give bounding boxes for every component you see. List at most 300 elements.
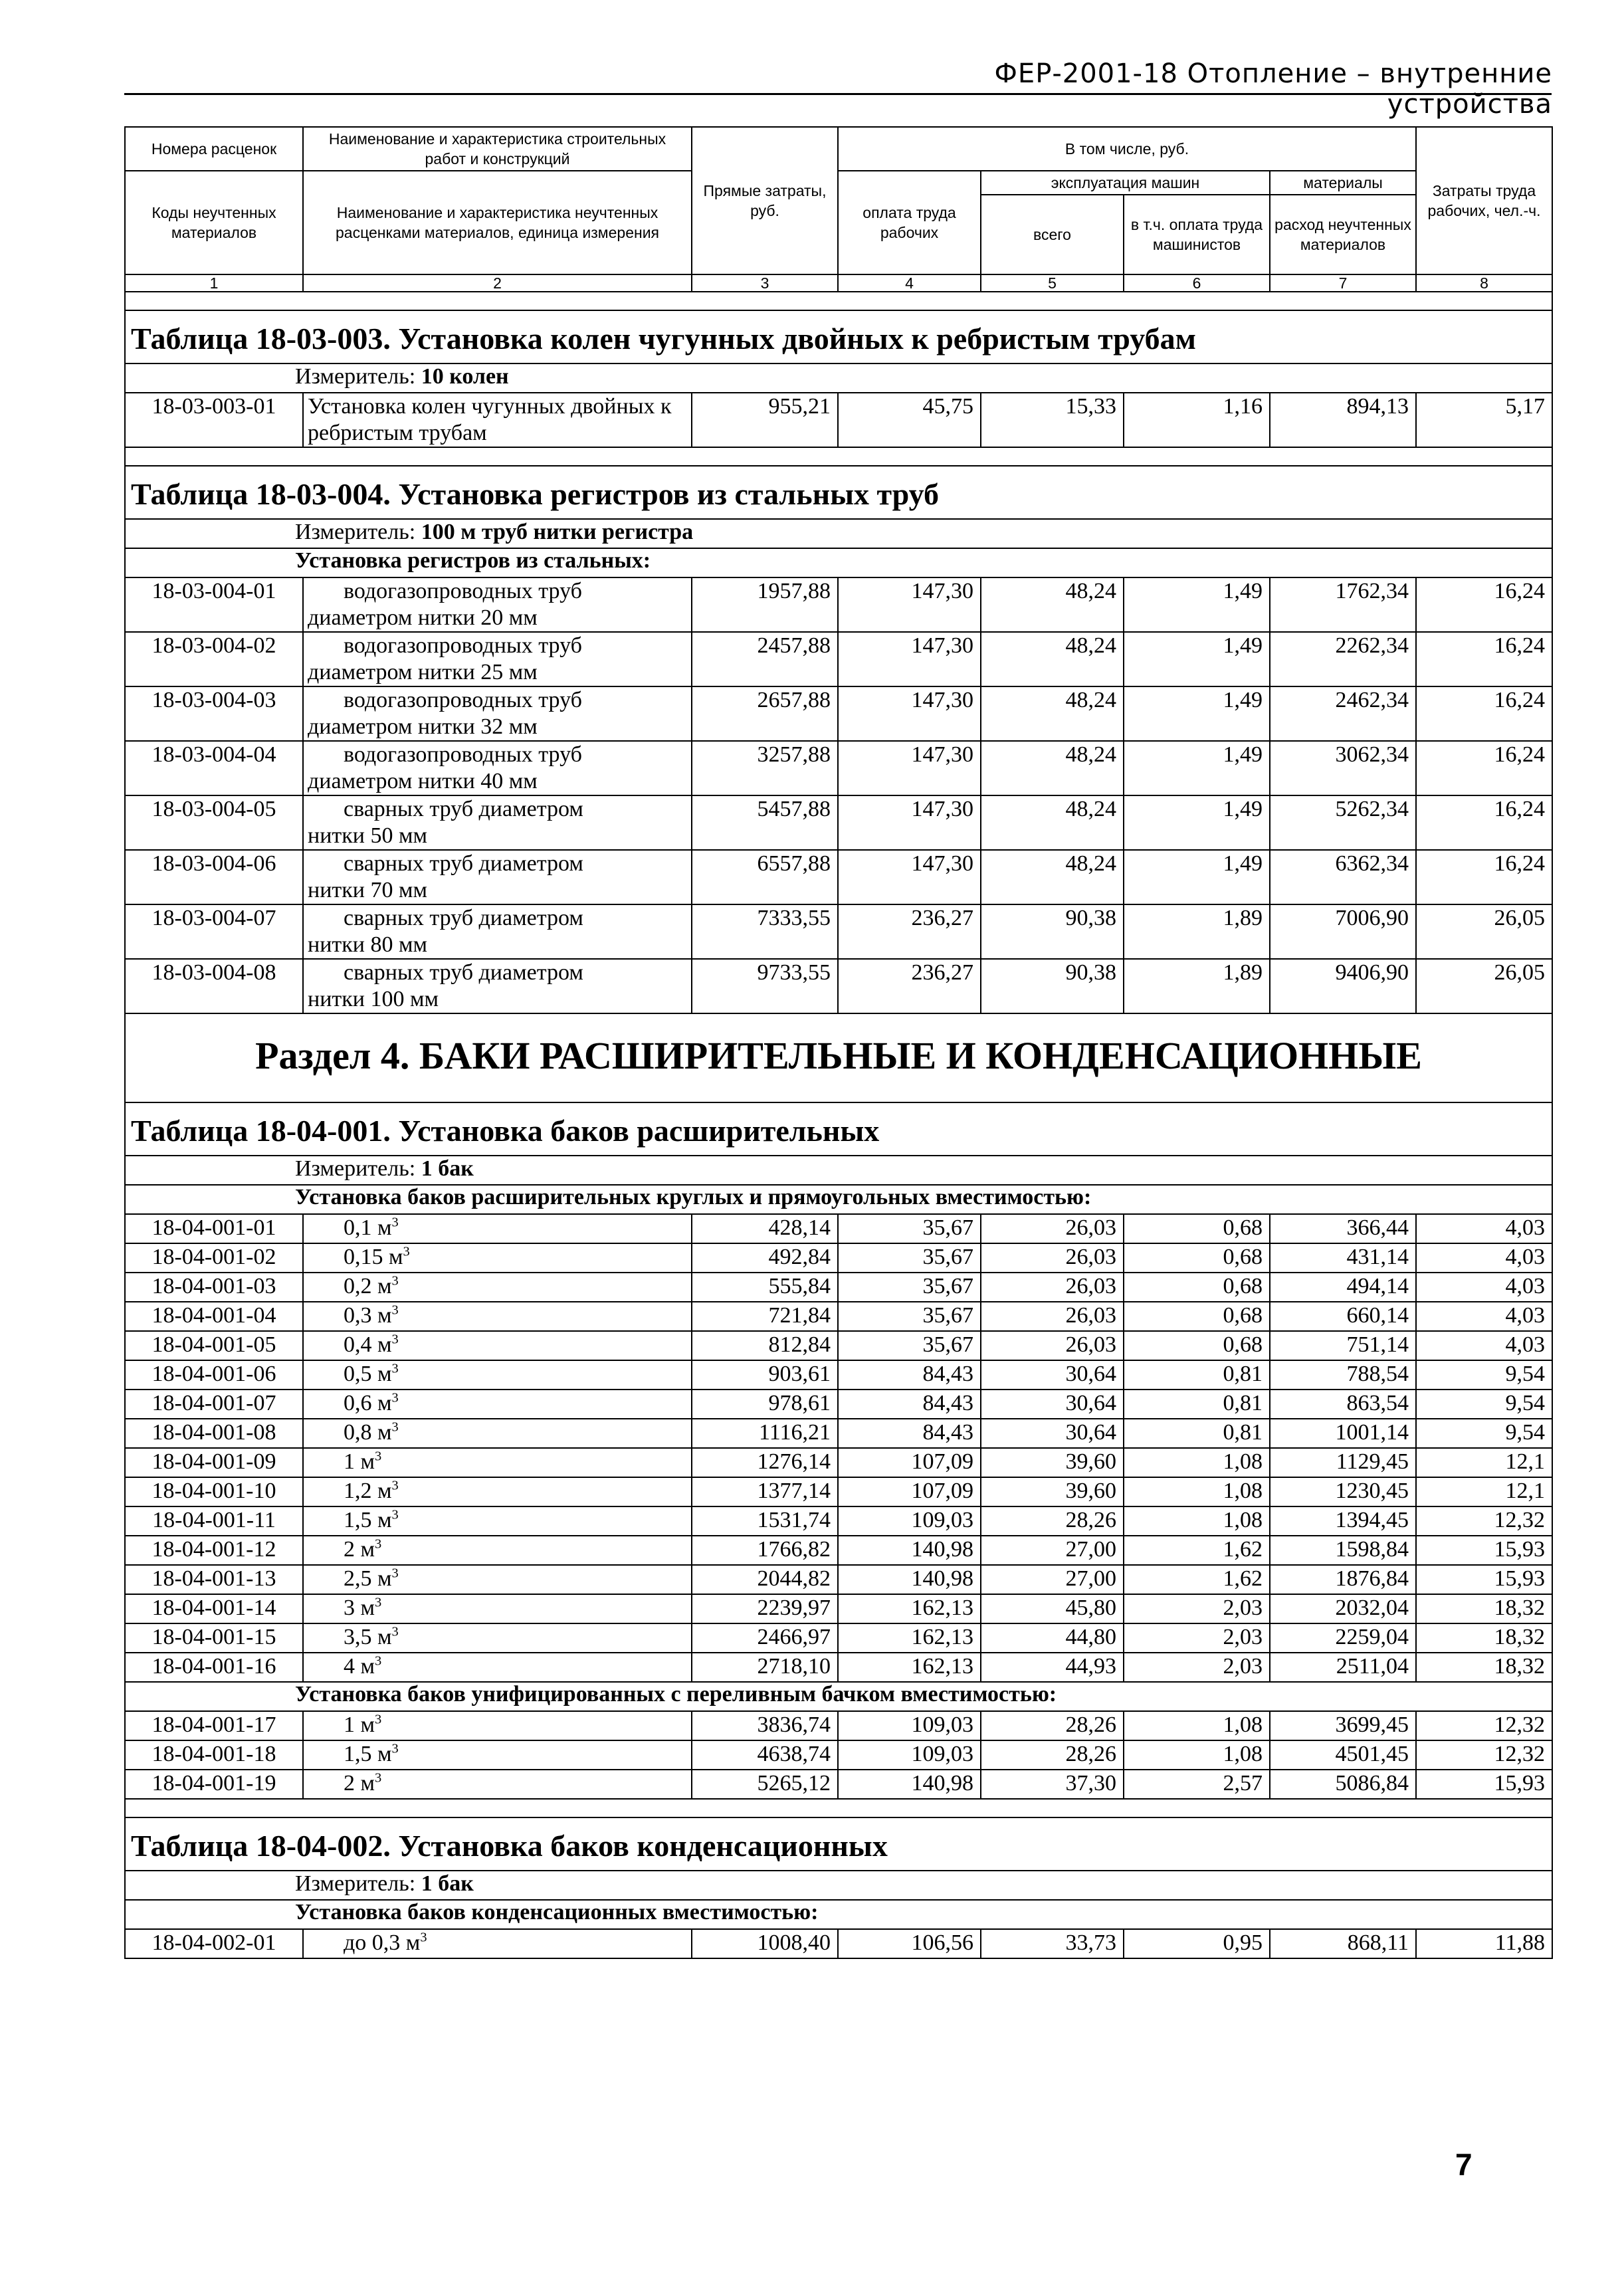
labor-pay: 236,27 <box>838 959 981 1013</box>
labor-hours: 12,32 <box>1416 1740 1552 1770</box>
direct-cost: 1531,74 <box>692 1506 838 1536</box>
rate-row <box>125 850 1552 904</box>
direct-cost: 4638,74 <box>692 1740 838 1770</box>
capacity-value: 2 м <box>344 1537 375 1562</box>
direct-cost: 903,61 <box>692 1360 838 1390</box>
table-body <box>125 127 1552 1958</box>
rate-row <box>125 1448 1552 1477</box>
rate-row <box>125 904 1552 959</box>
machinist-pay: 1,49 <box>1124 577 1270 632</box>
table-title-row <box>125 1102 1552 1156</box>
machine-total: 26,03 <box>981 1302 1124 1331</box>
machinist-pay: 2,03 <box>1124 1653 1270 1682</box>
table-title-row <box>125 310 1552 363</box>
materials: 5086,84 <box>1270 1770 1416 1799</box>
materials: 3062,34 <box>1270 741 1416 795</box>
rate-code: 18-03-004-07 <box>125 904 303 959</box>
materials: 5262,34 <box>1270 795 1416 850</box>
labor-hours: 18,32 <box>1416 1623 1552 1653</box>
rate-row <box>125 1243 1552 1273</box>
direct-cost: 2457,88 <box>692 632 838 686</box>
measure-value: 100 м труб нитки регистра <box>421 520 694 544</box>
rate-code: 18-03-004-05 <box>125 795 303 850</box>
capacity-value: 0,5 м <box>344 1362 392 1386</box>
machine-total: 48,24 <box>981 577 1124 632</box>
measure-label: Измеритель: <box>295 1156 416 1181</box>
materials: 894,13 <box>1270 393 1416 447</box>
desc-line-1: водогазопроводных труб <box>344 688 582 712</box>
rate-capacity <box>303 1506 692 1536</box>
measure-label: Измеритель: <box>295 364 416 389</box>
measure-row <box>125 519 1552 548</box>
machine-total: 30,64 <box>981 1419 1124 1448</box>
table-title: Таблица 18-03-003. Установка колен чугунных двойных к ребристым трубам <box>125 310 1552 363</box>
rate-capacity <box>303 1594 692 1623</box>
materials: 1762,34 <box>1270 577 1416 632</box>
unit-superscript: 3 <box>391 1273 399 1289</box>
rate-capacity <box>303 1390 692 1419</box>
col-num: 3 <box>692 274 838 292</box>
col-num: 2 <box>303 274 692 292</box>
labor-hours: 15,93 <box>1416 1536 1552 1565</box>
rate-capacity <box>303 1214 692 1243</box>
direct-cost: 7333,55 <box>692 904 838 959</box>
labor-hours: 18,32 <box>1416 1653 1552 1682</box>
materials: 9406,90 <box>1270 959 1416 1013</box>
rate-capacity <box>303 1360 692 1390</box>
header-rule <box>124 93 1552 95</box>
rate-code: 18-03-004-02 <box>125 632 303 686</box>
materials: 1001,14 <box>1270 1419 1416 1448</box>
labor-hours: 12,1 <box>1416 1448 1552 1477</box>
machinist-pay: 1,08 <box>1124 1477 1270 1506</box>
machine-total: 48,24 <box>981 632 1124 686</box>
desc-line-2: нитки 50 мм <box>308 823 427 848</box>
machinist-pay: 1,16 <box>1124 393 1270 447</box>
rate-code: 18-03-004-01 <box>125 577 303 632</box>
rate-code: 18-04-001-12 <box>125 1536 303 1565</box>
labor-hours: 4,03 <box>1416 1331 1552 1360</box>
rate-row <box>125 795 1552 850</box>
spacer <box>125 292 1552 310</box>
capacity-value: 4 м <box>344 1654 375 1679</box>
direct-cost: 428,14 <box>692 1214 838 1243</box>
machinist-pay: 1,62 <box>1124 1565 1270 1594</box>
labor-hours: 16,24 <box>1416 795 1552 850</box>
direct-cost: 2718,10 <box>692 1653 838 1682</box>
machinist-pay: 0,68 <box>1124 1243 1270 1273</box>
machine-total: 39,60 <box>981 1448 1124 1477</box>
rate-capacity <box>303 1331 692 1360</box>
materials: 1230,45 <box>1270 1477 1416 1506</box>
rate-code: 18-03-004-04 <box>125 741 303 795</box>
direct-cost: 1377,14 <box>692 1477 838 1506</box>
unit-superscript: 3 <box>391 1302 399 1318</box>
machinist-pay: 2,57 <box>1124 1770 1270 1799</box>
direct-cost: 3257,88 <box>692 741 838 795</box>
machine-total: 26,03 <box>981 1273 1124 1302</box>
labor-hours: 16,24 <box>1416 686 1552 741</box>
labor-pay: 35,67 <box>838 1214 981 1243</box>
rate-capacity <box>303 1929 692 1958</box>
spacer-row <box>125 1799 1552 1817</box>
unit-superscript: 3 <box>375 1536 382 1552</box>
direct-cost: 3836,74 <box>692 1711 838 1740</box>
labor-hours: 9,54 <box>1416 1390 1552 1419</box>
measure-value: 10 колен <box>421 364 509 389</box>
rate-row <box>125 1929 1552 1958</box>
desc-line-1: водогазопроводных труб <box>344 579 582 603</box>
machinist-pay: 0,81 <box>1124 1419 1270 1448</box>
rate-row <box>125 959 1552 1013</box>
labor-pay: 236,27 <box>838 904 981 959</box>
table-title-row <box>125 466 1552 519</box>
rate-row <box>125 1623 1552 1653</box>
materials: 366,44 <box>1270 1214 1416 1243</box>
rate-description <box>303 904 692 959</box>
rate-row <box>125 1594 1552 1623</box>
labor-pay: 84,43 <box>838 1390 981 1419</box>
direct-cost: 6557,88 <box>692 850 838 904</box>
unit-superscript: 3 <box>391 1361 399 1376</box>
rate-description <box>303 959 692 1013</box>
direct-cost: 1957,88 <box>692 577 838 632</box>
col-num: 7 <box>1270 274 1416 292</box>
labor-hours: 9,54 <box>1416 1419 1552 1448</box>
direct-cost: 955,21 <box>692 393 838 447</box>
machine-total: 48,24 <box>981 741 1124 795</box>
rate-capacity <box>303 1565 692 1594</box>
subheading: Установка баков унифицированных с переливным бачком вместимостью: <box>125 1682 1552 1711</box>
labor-hours: 4,03 <box>1416 1273 1552 1302</box>
direct-cost: 978,61 <box>692 1390 838 1419</box>
rate-row <box>125 1214 1552 1243</box>
machinist-pay: 1,08 <box>1124 1740 1270 1770</box>
materials: 788,54 <box>1270 1360 1416 1390</box>
measure-label: Измеритель: <box>295 520 416 544</box>
rate-row <box>125 1331 1552 1360</box>
unit-superscript: 3 <box>375 1449 382 1464</box>
labor-pay: 84,43 <box>838 1360 981 1390</box>
rate-code: 18-04-001-10 <box>125 1477 303 1506</box>
spacer-row <box>125 292 1552 310</box>
direct-cost: 1766,82 <box>692 1536 838 1565</box>
labor-hours: 4,03 <box>1416 1302 1552 1331</box>
labor-pay: 140,98 <box>838 1770 981 1799</box>
rate-description: Установка колен чугунных двойных к ребристым трубам <box>303 393 692 447</box>
spacer <box>125 1799 1552 1817</box>
rate-description <box>303 741 692 795</box>
capacity-value: 3 м <box>344 1596 375 1620</box>
machinist-pay: 1,49 <box>1124 632 1270 686</box>
rate-row <box>125 632 1552 686</box>
unit-superscript: 3 <box>391 1624 399 1639</box>
unit-superscript: 3 <box>420 1930 427 1945</box>
unit-superscript: 3 <box>391 1390 399 1405</box>
labor-hours: 15,93 <box>1416 1565 1552 1594</box>
desc-line-2: диаметром нитки 32 мм <box>308 714 538 739</box>
rate-capacity <box>303 1536 692 1565</box>
labor-hours: 26,05 <box>1416 904 1552 959</box>
rate-row <box>125 741 1552 795</box>
col-nomera-header: Номера расценок <box>125 127 303 171</box>
column-number-row <box>125 274 1552 292</box>
rate-capacity <box>303 1302 692 1331</box>
machine-total: 48,24 <box>981 850 1124 904</box>
labor-hours: 5,17 <box>1416 393 1552 447</box>
machinist-pay: 0,81 <box>1124 1390 1270 1419</box>
rate-row <box>125 1360 1552 1390</box>
machinist-pay: 1,49 <box>1124 741 1270 795</box>
measure-line <box>125 363 1552 393</box>
subheading-row <box>125 1900 1552 1929</box>
labor-pay: 35,67 <box>838 1302 981 1331</box>
subheading: Установка баков конденсационных вместимостью: <box>125 1900 1552 1929</box>
spacer-row <box>125 447 1552 466</box>
table-title-row <box>125 1817 1552 1871</box>
capacity-value: 1,2 м <box>344 1479 392 1503</box>
rate-row <box>125 1536 1552 1565</box>
rate-code: 18-04-001-01 <box>125 1214 303 1243</box>
machine-total: 48,24 <box>981 795 1124 850</box>
labor-pay: 35,67 <box>838 1273 981 1302</box>
col-materialy-header: материалы <box>1270 171 1416 195</box>
rate-description <box>303 577 692 632</box>
labor-pay: 140,98 <box>838 1565 981 1594</box>
materials: 751,14 <box>1270 1331 1416 1360</box>
machinist-pay: 0,95 <box>1124 1929 1270 1958</box>
capacity-value: 0,8 м <box>344 1420 392 1445</box>
labor-hours: 16,24 <box>1416 850 1552 904</box>
direct-cost: 721,84 <box>692 1302 838 1331</box>
unit-superscript: 3 <box>391 1507 399 1522</box>
labor-pay: 147,30 <box>838 741 981 795</box>
machine-total: 33,73 <box>981 1929 1124 1958</box>
materials: 1129,45 <box>1270 1448 1416 1477</box>
measure-line <box>125 1156 1552 1185</box>
direct-cost: 1276,14 <box>692 1448 838 1477</box>
machine-total: 45,80 <box>981 1594 1124 1623</box>
measure-value: 1 бак <box>421 1156 474 1181</box>
labor-pay: 35,67 <box>838 1243 981 1273</box>
machine-total: 48,24 <box>981 686 1124 741</box>
rate-code: 18-03-004-06 <box>125 850 303 904</box>
machine-total: 44,93 <box>981 1653 1124 1682</box>
materials: 7006,90 <box>1270 904 1416 959</box>
rate-row <box>125 1302 1552 1331</box>
rate-code: 18-04-001-15 <box>125 1623 303 1653</box>
unit-superscript: 3 <box>391 1419 399 1435</box>
capacity-value: до 0,3 м <box>344 1930 421 1955</box>
labor-pay: 107,09 <box>838 1448 981 1477</box>
labor-pay: 162,13 <box>838 1623 981 1653</box>
unit-superscript: 3 <box>375 1770 382 1786</box>
rate-code: 18-04-001-07 <box>125 1390 303 1419</box>
direct-cost: 555,84 <box>692 1273 838 1302</box>
table-title: Таблица 18-04-001. Установка баков расширительных <box>125 1102 1552 1156</box>
machine-total: 27,00 <box>981 1565 1124 1594</box>
section-heading: Раздел 4. БАКИ РАСШИРИТЕЛЬНЫЕ И КОНДЕНСАЦИОННЫЕ <box>125 1013 1552 1102</box>
rate-description <box>303 686 692 741</box>
labor-hours: 18,32 <box>1416 1594 1552 1623</box>
rate-capacity <box>303 1477 692 1506</box>
table-title: Таблица 18-04-002. Установка баков конденсационных <box>125 1817 1552 1871</box>
direct-cost: 812,84 <box>692 1331 838 1360</box>
labor-hours: 9,54 <box>1416 1360 1552 1390</box>
rate-description <box>303 850 692 904</box>
rate-row <box>125 577 1552 632</box>
table-title: Таблица 18-03-004. Установка регистров из стальных труб <box>125 466 1552 519</box>
machine-total: 28,26 <box>981 1711 1124 1740</box>
subheading: Установка регистров из стальных: <box>125 548 1552 577</box>
labor-pay: 109,03 <box>838 1711 981 1740</box>
desc-line-1: сварных труб диаметром <box>344 797 583 821</box>
desc-line-1: водогазопроводных труб <box>344 633 582 658</box>
measure-value: 1 бак <box>421 1871 474 1896</box>
capacity-value: 0,4 м <box>344 1332 392 1357</box>
machine-total: 28,26 <box>981 1506 1124 1536</box>
rate-row <box>125 1770 1552 1799</box>
capacity-value: 2 м <box>344 1771 375 1796</box>
capacity-value: 2,5 м <box>344 1566 392 1591</box>
materials: 2032,04 <box>1270 1594 1416 1623</box>
col-eksp-header: эксплуатация машин <box>981 171 1270 195</box>
rate-capacity <box>303 1653 692 1682</box>
labor-pay: 106,56 <box>838 1929 981 1958</box>
unit-superscript: 3 <box>375 1595 382 1610</box>
labor-pay: 147,30 <box>838 850 981 904</box>
rate-row <box>125 1653 1552 1682</box>
rate-capacity <box>303 1243 692 1273</box>
machinist-pay: 0,68 <box>1124 1302 1270 1331</box>
col-vtch-header: в т.ч. оплата труда машинистов <box>1124 195 1270 274</box>
capacity-value: 1,5 м <box>344 1742 392 1766</box>
machinist-pay: 0,68 <box>1124 1214 1270 1243</box>
desc-line-2: нитки 80 мм <box>308 932 427 957</box>
unit-superscript: 3 <box>375 1712 382 1727</box>
labor-pay: 109,03 <box>838 1740 981 1770</box>
machinist-pay: 1,89 <box>1124 904 1270 959</box>
machine-total: 90,38 <box>981 959 1124 1013</box>
labor-hours: 15,93 <box>1416 1770 1552 1799</box>
machine-total: 15,33 <box>981 393 1124 447</box>
rate-row <box>125 1419 1552 1448</box>
col-num: 5 <box>981 274 1124 292</box>
capacity-value: 0,1 м <box>344 1215 392 1240</box>
col-pryamye-header: Прямые затраты, руб. <box>692 127 838 274</box>
rate-capacity <box>303 1770 692 1799</box>
machine-total: 37,30 <box>981 1770 1124 1799</box>
labor-pay: 35,67 <box>838 1331 981 1360</box>
machinist-pay: 0,68 <box>1124 1273 1270 1302</box>
materials: 2511,04 <box>1270 1653 1416 1682</box>
direct-cost: 2239,97 <box>692 1594 838 1623</box>
machine-total: 30,64 <box>981 1360 1124 1390</box>
rate-code: 18-04-001-09 <box>125 1448 303 1477</box>
rate-code: 18-04-001-16 <box>125 1653 303 1682</box>
desc-line-1: сварных труб диаметром <box>344 960 583 985</box>
machinist-pay: 1,49 <box>1124 795 1270 850</box>
unit-superscript: 3 <box>391 1215 399 1230</box>
rate-code: 18-04-001-11 <box>125 1506 303 1536</box>
col-num: 1 <box>125 274 303 292</box>
unit-superscript: 3 <box>403 1244 410 1259</box>
labor-pay: 84,43 <box>838 1419 981 1448</box>
desc-line-2: нитки 70 мм <box>308 878 427 902</box>
materials: 2462,34 <box>1270 686 1416 741</box>
rate-row <box>125 1740 1552 1770</box>
col-kody-header: Коды неучтенных материалов <box>125 171 303 274</box>
col-naim-mat-header: Наименование и характеристика неучтенных расценками материалов, единица измерения <box>303 171 692 274</box>
capacity-value: 0,15 м <box>344 1245 403 1269</box>
rate-code: 18-04-001-17 <box>125 1711 303 1740</box>
machine-total: 39,60 <box>981 1477 1124 1506</box>
materials: 1394,45 <box>1270 1506 1416 1536</box>
materials: 431,14 <box>1270 1243 1416 1273</box>
rate-code: 18-04-001-03 <box>125 1273 303 1302</box>
desc-line-1: сварных труб диаметром <box>344 906 583 930</box>
machinist-pay: 1,62 <box>1124 1536 1270 1565</box>
materials: 1598,84 <box>1270 1536 1416 1565</box>
capacity-value: 1,5 м <box>344 1508 392 1532</box>
measure-line <box>125 519 1552 548</box>
machinist-pay: 1,89 <box>1124 959 1270 1013</box>
rate-code: 18-04-001-19 <box>125 1770 303 1799</box>
desc-line-1: сварных труб диаметром <box>344 851 583 876</box>
col-num: 4 <box>838 274 981 292</box>
desc-line-2: диаметром нитки 25 мм <box>308 660 538 684</box>
rate-row <box>125 1711 1552 1740</box>
direct-cost: 1116,21 <box>692 1419 838 1448</box>
rate-capacity <box>303 1740 692 1770</box>
direct-cost: 5265,12 <box>692 1770 838 1799</box>
rate-description <box>303 632 692 686</box>
machinist-pay: 2,03 <box>1124 1623 1270 1653</box>
direct-cost: 2466,97 <box>692 1623 838 1653</box>
col-num: 8 <box>1416 274 1552 292</box>
rate-code: 18-04-001-05 <box>125 1331 303 1360</box>
rate-code: 18-04-001-02 <box>125 1243 303 1273</box>
machinist-pay: 1,49 <box>1124 686 1270 741</box>
machine-total: 26,03 <box>981 1331 1124 1360</box>
materials: 868,11 <box>1270 1929 1416 1958</box>
materials: 3699,45 <box>1270 1711 1416 1740</box>
measure-row <box>125 1156 1552 1185</box>
rate-code: 18-04-001-08 <box>125 1419 303 1448</box>
unit-superscript: 3 <box>375 1653 382 1669</box>
machinist-pay: 1,49 <box>1124 850 1270 904</box>
direct-cost: 5457,88 <box>692 795 838 850</box>
measure-row <box>125 363 1552 393</box>
labor-pay: 45,75 <box>838 393 981 447</box>
col-zatraty-header: Затраты труда рабочих, чел.-ч. <box>1416 127 1552 274</box>
header-row-1 <box>125 127 1552 171</box>
unit-superscript: 3 <box>391 1332 399 1347</box>
subheading-row <box>125 548 1552 577</box>
machine-total: 90,38 <box>981 904 1124 959</box>
machinist-pay: 1,08 <box>1124 1711 1270 1740</box>
labor-hours: 12,32 <box>1416 1506 1552 1536</box>
labor-hours: 4,03 <box>1416 1243 1552 1273</box>
capacity-value: 0,3 м <box>344 1303 392 1328</box>
rate-row <box>125 686 1552 741</box>
subheading-row <box>125 1185 1552 1214</box>
labor-pay: 107,09 <box>838 1477 981 1506</box>
section-row <box>125 1013 1552 1102</box>
subheading-row <box>125 1682 1552 1711</box>
labor-hours: 12,1 <box>1416 1477 1552 1506</box>
spacer <box>125 447 1552 466</box>
